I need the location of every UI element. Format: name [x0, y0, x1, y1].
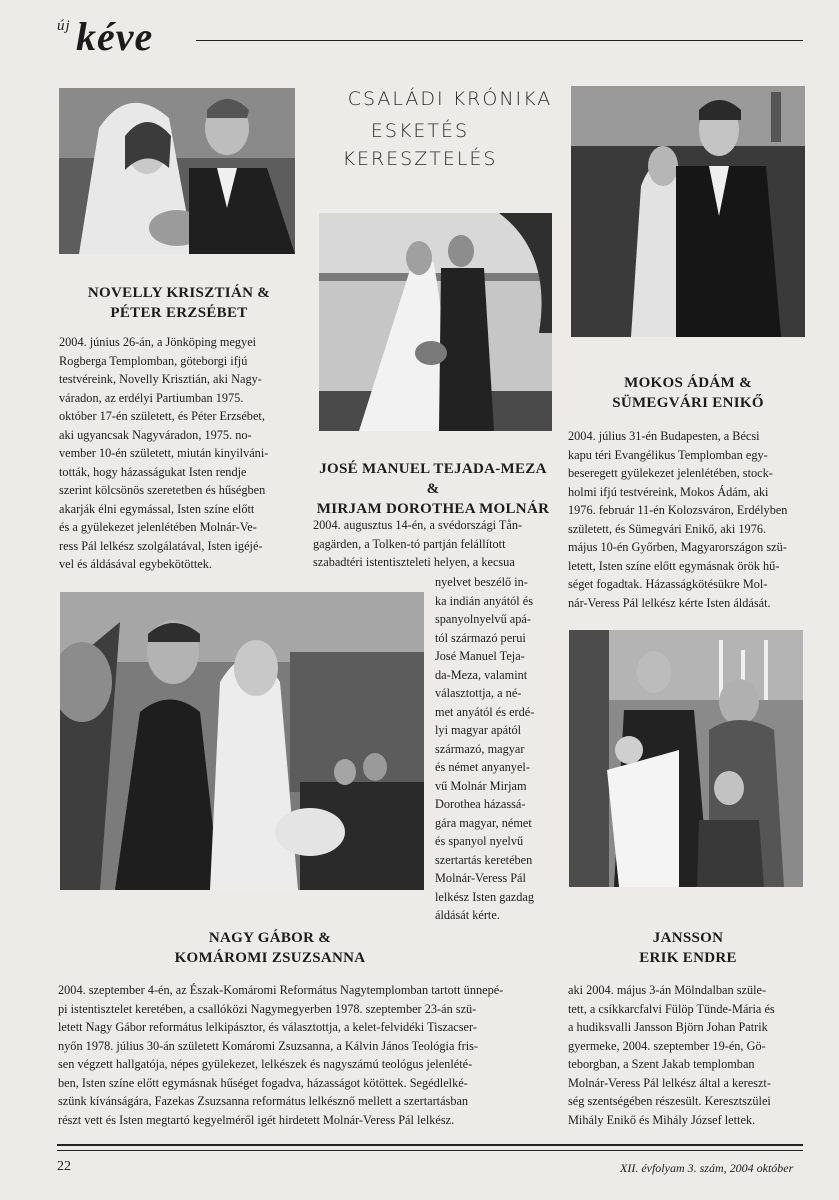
- text-line: választottja, a né-: [435, 686, 522, 700]
- article-tejada-text-wide: [313, 516, 552, 572]
- article-mokos-text: [568, 427, 806, 612]
- text-line: vember 10-én született, miután kinyilváni-: [59, 446, 269, 460]
- text-line: a hudiksvalli Jansson Björn Johan Patrik: [568, 1020, 768, 1034]
- text-line: pi istentisztelet keretében, a csallóközi Nagymegyerben 1978. szeptember 23-án szü-: [58, 1001, 477, 1016]
- text-line: és spanyol nyelvű: [435, 834, 524, 848]
- heading-nagy-1: NAGY GÁBOR &: [208, 930, 332, 946]
- heading-jansson-1: JANSSON: [652, 930, 724, 946]
- heading-tejada-2: MIRJAM DOROTHEA MOLNÁR: [316, 501, 550, 517]
- masthead-rule: [196, 40, 803, 41]
- masthead-prefix: új: [57, 18, 71, 34]
- text-line: szertartás keretében: [435, 852, 533, 867]
- text-line: származó, magyar: [435, 741, 525, 756]
- photo-novelly-wedding: [59, 88, 295, 254]
- text-line: tett, a csíkkarcfalvi Fülöp Tünde-Mária és: [568, 1001, 775, 1016]
- article-novelly-text: [59, 333, 299, 574]
- text-line: vű Molnár Mirjam: [435, 778, 527, 793]
- masthead-logo: kéve: [76, 14, 154, 59]
- text-line: nyőn 1978. július 30-án született Komáromi Zsuzsanna, a Kálvin János Teológia fris-: [58, 1038, 478, 1053]
- text-line: teborgban, a Szent Jakab templomban: [568, 1057, 755, 1071]
- text-line: 1976. február 11-én Kolozsváron, Erdélyben: [568, 503, 788, 517]
- text-line: tották, hogy házasságukat Isten rendje: [59, 464, 247, 479]
- page-number: 22: [57, 1159, 71, 1174]
- text-line: beseregett gyülekezet jelenlétében, stock-: [568, 466, 773, 480]
- text-line: aki ugyancsak Nagyváradon, 1975. no-: [59, 427, 252, 442]
- heading-nagy-2: KOMÁROMI ZSUZSANNA: [174, 950, 366, 966]
- text-line: Mihály Enikő és Mihály József lettek.: [568, 1112, 756, 1127]
- article-tejada-text-narrow: [435, 573, 552, 925]
- text-line: és a gyülekezet jelenlétében Molnár-Ve-: [59, 520, 257, 534]
- heading-novelly-1: NOVELLY KRISZTIÁN &: [87, 285, 271, 301]
- text-line: Dorothea házassá-: [435, 797, 526, 811]
- text-line: José Manuel Teja-: [435, 649, 525, 663]
- text-line: szünk kívánságára, Fazekas Zsuzsanna református lelkésznő mellett a szertartásban: [58, 1094, 469, 1108]
- text-line: Molnár-Veress Pál: [435, 871, 526, 885]
- photo-mokos-wedding: [571, 86, 805, 337]
- footer-rule: [57, 1144, 803, 1146]
- text-line: született, és Sümegvári Enikő, aki 1976.: [568, 521, 767, 536]
- text-line: vel és áldásával egybekötöttek.: [59, 557, 212, 571]
- text-line: áldását kérte.: [435, 908, 500, 922]
- text-line: da-Meza, valamint: [435, 667, 528, 682]
- issue-info: XII. évfolyam 3. szám, 2004 október: [620, 1161, 794, 1175]
- text-line: gyermeke, 2004. szeptember 19-én, Gö-: [568, 1038, 766, 1053]
- text-line: ben, Isten színe előtt egymásnak hűséget fogadva, házasságot kötöttek. Segédlelké-: [58, 1075, 468, 1090]
- text-line: nár-Veress Pál lelkész kérte Isten áldását.: [568, 595, 771, 610]
- heading-jansson-2: ERIK ENDRE: [639, 950, 737, 966]
- text-line: nyelvet beszélő in-: [435, 575, 528, 589]
- text-line: szabadtéri istentiszteleti helyen, a kecsua: [313, 555, 515, 569]
- text-line: kapu téri Evangélikus Templomban egy-: [568, 447, 768, 462]
- text-line: 2004. szeptember 4-én, az Észak-Komáromi Református Nagytemplomban tartott ünnepé-: [58, 983, 504, 997]
- photo-tejada-wedding: [319, 213, 552, 431]
- heading-novelly-2: PÉTER ERZSÉBET: [110, 305, 248, 321]
- text-line: séget fogadtak. Házasságkötésükre Mol-: [568, 577, 768, 591]
- text-line: május 10-én Győrben, Magyarországon szü-: [568, 540, 787, 554]
- text-line: met anyától és erdé-: [435, 704, 535, 719]
- text-line: lelkész Isten gazdag: [435, 889, 535, 904]
- text-line: lyi magyar apától: [435, 723, 522, 737]
- text-line: szerint kölcsönös szeretetben és hűségben: [59, 483, 266, 497]
- photo-jansson-christening: [569, 630, 803, 887]
- section-title-line1: CSALÁDI KRÓNIKA: [347, 88, 553, 110]
- text-line: október 17-én született, és Péter Erzsébet,: [59, 409, 265, 423]
- text-line: Rogberga Templomban, göteborgi ifjú: [59, 353, 248, 368]
- heading-mokos-2: SÜMEGVÁRI ENIKŐ: [612, 395, 764, 411]
- text-line: testvéreink, Novelly Krisztián, aki Nagy-: [59, 372, 262, 386]
- text-line: sen végzett hallgatója, népes gyülekezet, lelkészek és nagyszámú teológus jelenlété-: [58, 1057, 473, 1071]
- text-line: és német anyanyel-: [435, 760, 530, 774]
- text-line: holmi ifjú testvéreink, Mokos Ádám, aki: [568, 484, 769, 499]
- text-line: 2004. június 26-án, a Jönköping megyei: [59, 335, 257, 349]
- photo-nagy-wedding: [60, 592, 424, 890]
- article-jansson-text: [568, 981, 806, 1129]
- text-line: spanyolnyelvű apá-: [435, 612, 531, 626]
- text-line: akarják élni egymással, Isten színe előtt: [59, 501, 255, 516]
- text-line: Molnár-Veress Pál lelkész által a kereszt-: [568, 1075, 771, 1090]
- text-line: ress Pál lelkész szolgálatával, Isten igéjé-: [59, 538, 263, 553]
- heading-tejada-1: JOSÉ MANUEL TEJADA-MEZA &: [319, 461, 547, 497]
- heading-mokos-1: MOKOS ÁDÁM &: [624, 375, 752, 391]
- text-line: részt vett és Isten megtartó kegyelméről igét hirdetett Molnár-Veress Pál lelkész.: [58, 1112, 455, 1127]
- text-line: gagärden, a Tolken-tó partján felállított: [313, 536, 506, 551]
- section-title-line3: KERESZTELÉS: [342, 148, 498, 170]
- text-line: váradon, az erdélyi Partiumban 1975.: [59, 390, 244, 405]
- article-nagy-text: [58, 981, 550, 1129]
- text-line: 2004. július 31-én Budapesten, a Bécsi: [568, 429, 760, 443]
- text-line: tól származó perui: [435, 630, 526, 645]
- text-line: aki 2004. május 3-án Mölndalban szüle-: [568, 983, 767, 997]
- text-line: letett, Isten színe előtt egymásnak örök hű-: [568, 558, 780, 573]
- text-line: gára magyar, német: [435, 815, 532, 830]
- text-line: ség szentségében részesült. Keresztszülei: [568, 1094, 771, 1108]
- footer-rule-thin: [57, 1150, 803, 1151]
- section-title-line2: ESKETÉS: [370, 120, 470, 142]
- text-line: ka indián anyától és: [435, 593, 534, 608]
- text-line: letett Nagy Gábor református lelkipásztor, és választottja, a kelet-felvidéki Tiszacser-: [58, 1020, 477, 1034]
- text-line: 2004. augusztus 14-én, a svédországi Tån-: [313, 518, 523, 532]
